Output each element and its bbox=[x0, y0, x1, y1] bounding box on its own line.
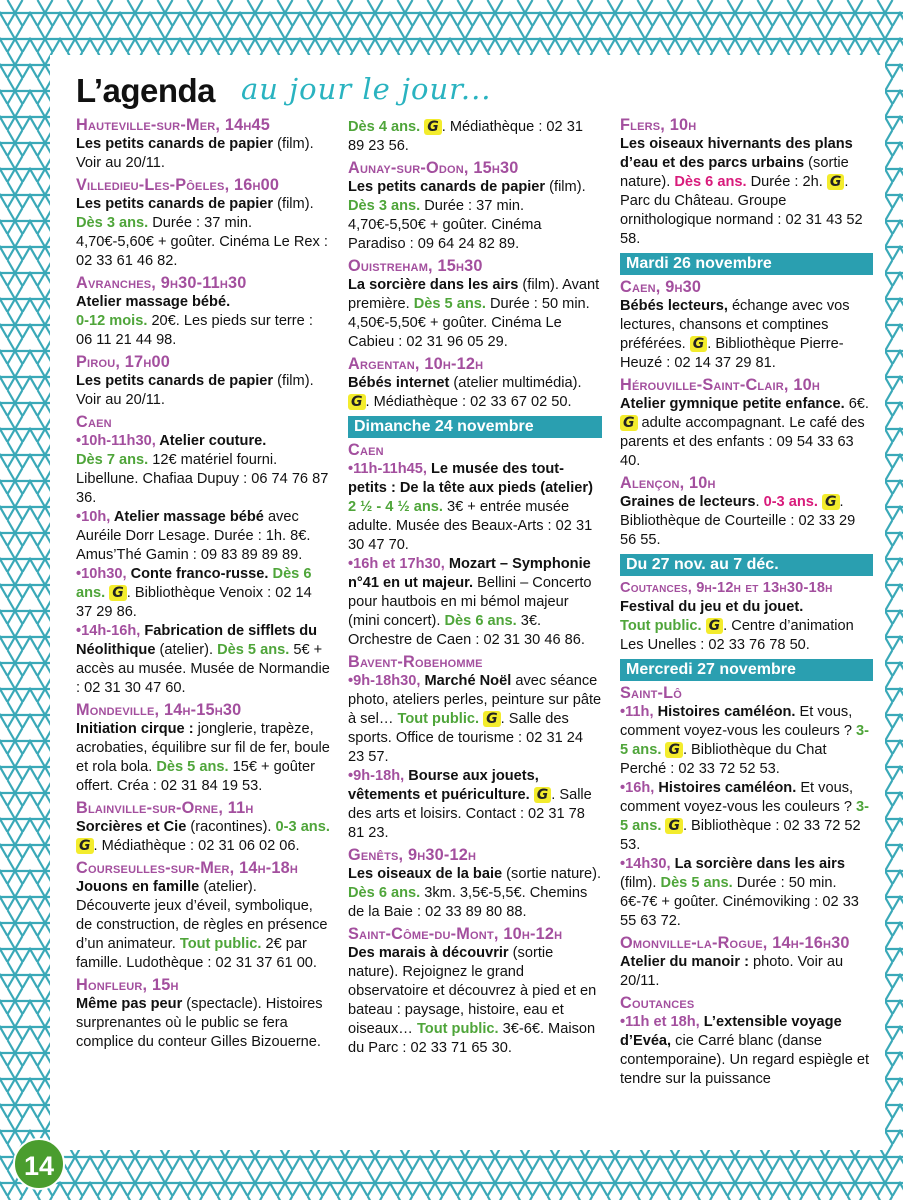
event-text: . Bibliothèque Venoix : 02 14 37 29 86. bbox=[76, 585, 312, 620]
event-courseulles bbox=[76, 859, 331, 973]
event-location: Coutances bbox=[620, 994, 695, 1012]
event-title: Festival du jeu et du jouet. bbox=[620, 599, 804, 615]
event-title: Bourse aux jouets, vêtements et puériculture. bbox=[348, 768, 539, 803]
age-label: Dès 3 ans. bbox=[76, 215, 149, 231]
event-title: Les petits canards de papier bbox=[76, 373, 274, 389]
event-coutances-dance bbox=[620, 994, 873, 1089]
sub-event bbox=[76, 508, 331, 565]
event-title: Atelier massage bébé bbox=[110, 509, 264, 525]
event-location: Coutances, 9h-12h et 13h30-18h bbox=[620, 580, 833, 596]
event-location: Aunay-sur-Odon, 15h30 bbox=[348, 159, 519, 177]
event-location: Bavent-Robehomme bbox=[348, 653, 483, 671]
age-label: Dès 3 ans. bbox=[348, 198, 421, 214]
page-number: 14 bbox=[13, 1138, 65, 1190]
event-text: Durée : 2h. bbox=[746, 174, 827, 190]
day-heading: Du 27 nov. au 7 déc. bbox=[620, 554, 873, 576]
event-location: Hérouville-Saint-Clair, 10h bbox=[620, 376, 820, 394]
age-label: Dès 5 ans. bbox=[413, 296, 486, 312]
event-blainville bbox=[76, 799, 331, 856]
event-text: . Bibliothèque du Chat Perché : 02 33 72 52 53. bbox=[620, 742, 827, 777]
event-title: Atelier massage bébé. bbox=[76, 294, 231, 310]
event-title: Atelier couture. bbox=[155, 433, 267, 449]
event-location: Pirou, 17h00 bbox=[76, 353, 170, 371]
event-text: 3km. 3,5€-5,5€. Chemins de la Baie : 02 33 89 80 88. bbox=[348, 885, 588, 920]
event-text: 20€. Les pieds sur terre : 06 11 21 44 98. bbox=[76, 313, 313, 348]
event-location: Ouistreham, 15h30 bbox=[348, 257, 483, 275]
day-heading: Dimanche 24 novembre bbox=[348, 416, 602, 438]
event-text: Durée : 37 min. 4,70€-5,60€ + goûter. Cinéma Le Rex : 02 33 61 46 82. bbox=[76, 215, 328, 269]
event-location: Alençon, 10h bbox=[620, 474, 716, 492]
column-1 bbox=[76, 116, 331, 1055]
column-2 bbox=[348, 118, 602, 1061]
free-badge-icon: G bbox=[822, 494, 840, 510]
event-text: 6€. bbox=[844, 396, 869, 412]
event-text: jonglerie, trapèze, acrobaties, équilibre sur fil de fer, boule et rola bola. bbox=[76, 721, 330, 775]
event-text: 3€. Orchestre de Caen : 02 31 30 46 86. bbox=[348, 613, 585, 648]
event-caen bbox=[76, 413, 331, 698]
event-text: adulte accompagnant. Le café des parents et des enfants : 09 54 33 63 40. bbox=[620, 415, 865, 469]
event-location: Saint-Côme-du-Mont, 10h-12h bbox=[348, 925, 563, 943]
event-time: •10h30, bbox=[76, 566, 127, 582]
event-text: Durée : 50 min. 4,50€-5,50€ + goûter. Cinéma Le Cabieu : 02 31 96 05 29. bbox=[348, 296, 590, 350]
event-title: Le musée des tout-petits : De la tête aux pieds bbox=[348, 461, 564, 496]
event-text: échange avec vos lectures, chansons et comptines préférées. bbox=[620, 298, 850, 352]
free-badge-icon: G bbox=[665, 742, 683, 758]
event-title: Bébés internet bbox=[348, 375, 450, 391]
event-title: Les oiseaux hivernants des plans d’eau et des parcs urbains bbox=[620, 136, 853, 171]
event-time: •9h-18h, bbox=[348, 768, 405, 784]
age-label: Tout public. bbox=[179, 936, 262, 952]
event-text: (sortie nature). bbox=[620, 155, 849, 190]
event-mondeville bbox=[76, 701, 331, 796]
event-coutances-festival bbox=[620, 579, 873, 655]
event-flers bbox=[620, 116, 873, 249]
age-label: Tout public. bbox=[620, 618, 702, 634]
event-text: Bellini – Concerto pour hautbois en mi bémol majeur (mini concert). bbox=[348, 575, 592, 629]
event-text: . Bibliothèque : 02 33 72 52 53. bbox=[620, 818, 861, 853]
event-text: (sortie nature). bbox=[502, 866, 602, 882]
event-time: •9h-18h30, bbox=[348, 673, 421, 689]
event-title: Atelier gymnique petite enfance. bbox=[620, 396, 845, 412]
event-text: (sortie nature). Rejoignez le grand observatoire et découvrez à pied et en bateau : paysage, histoire, eau et oiseaux… bbox=[348, 945, 597, 1037]
free-badge-icon: G bbox=[690, 336, 708, 352]
event-text: . Bibliothèque Pierre-Heuzé : 02 14 37 29 81. bbox=[620, 336, 844, 371]
event-text: avec séance photo, ateliers perles, peinture sur pâte à sel… bbox=[348, 673, 602, 727]
event-location: Hauteville-sur-Mer, 14h45 bbox=[76, 116, 270, 134]
event-text: . Médiathèque : 02 33 67 02 50. bbox=[365, 394, 572, 410]
event-title: Atelier du manoir : bbox=[620, 954, 749, 970]
free-badge-icon: G bbox=[348, 394, 366, 410]
event-villedieu bbox=[76, 176, 331, 271]
event-text: . Parc du Château. Groupe ornithologique normand : 02 31 43 52 58. bbox=[620, 174, 863, 247]
event-title: Histoires caméléon. bbox=[653, 704, 796, 720]
event-title: Mozart – Symphonie n°41 en ut majeur. bbox=[348, 556, 591, 591]
event-title: Fabrication de sifflets du Néolithique bbox=[76, 623, 318, 658]
event-text: 3€-6€. Maison du Parc : 02 33 71 65 30. bbox=[348, 1021, 596, 1056]
event-text: . Salle des sports. Office de tourisme : 02 31 24 23 57. bbox=[348, 711, 583, 765]
event-text: (film). bbox=[273, 196, 314, 212]
event-text: (film). Voir au 20/11. bbox=[76, 136, 314, 171]
event-herouville bbox=[620, 376, 873, 471]
free-badge-icon: G bbox=[534, 787, 552, 803]
event-location: Caen, 9h30 bbox=[620, 278, 702, 296]
event-text: (film). bbox=[620, 875, 661, 891]
event-time: •11h et 18h, bbox=[620, 1014, 700, 1030]
event-saint-come bbox=[348, 925, 602, 1058]
event-title: Les petits canards de papier bbox=[348, 179, 546, 195]
sub-event bbox=[348, 460, 602, 555]
event-text: (atelier) bbox=[536, 480, 593, 496]
event-text: 12€ matériel fourni. Libellune. Chafiaa Dupuy : 06 74 76 87 36. bbox=[76, 452, 329, 506]
free-badge-icon: G bbox=[483, 711, 501, 727]
event-title: Bébés lecteurs, bbox=[620, 298, 728, 314]
event-text: photo. Voir au 20/11. bbox=[620, 954, 844, 989]
event-text: (film). Voir au 20/11. bbox=[76, 373, 314, 408]
day-heading: Mercredi 27 novembre bbox=[620, 659, 873, 681]
event-time: •11h-11h45, bbox=[348, 461, 427, 477]
event-location: Caen bbox=[76, 413, 112, 431]
event-title: Initiation cirque : bbox=[76, 721, 194, 737]
event-saint-lo bbox=[620, 684, 873, 931]
age-label: 2 ½ - 4 ½ ans. bbox=[348, 499, 443, 515]
event-ouistreham bbox=[348, 257, 602, 352]
age-label: Dès 4 ans. bbox=[348, 119, 421, 135]
event-text: (atelier). bbox=[155, 642, 218, 658]
event-text: avec Auréile Dorr Lesage. Durée : 1h. 8€. Amus’Thé Gamin : 09 83 89 89 89. bbox=[76, 509, 311, 563]
event-hauteville bbox=[76, 116, 331, 173]
age-label: Tout public. bbox=[397, 711, 480, 727]
event-bavent bbox=[348, 653, 602, 843]
sub-event bbox=[348, 767, 602, 843]
event-location: Blainville-sur-Orne, 11h bbox=[76, 799, 254, 817]
free-badge-icon: G bbox=[827, 174, 845, 190]
event-caen-tuesday bbox=[620, 278, 873, 373]
event-title: La sorcière dans les airs bbox=[670, 856, 845, 872]
age-label: 0-3 ans. bbox=[275, 819, 330, 835]
sub-event bbox=[620, 1013, 873, 1089]
age-label: Dès 6 ans. bbox=[444, 613, 517, 629]
sub-event bbox=[76, 565, 331, 622]
event-text: . Centre d’animation Les Unelles : 02 33 76 78 50. bbox=[620, 618, 854, 653]
event-text: (film). bbox=[545, 179, 586, 195]
event-avranches bbox=[76, 274, 331, 350]
event-genets bbox=[348, 846, 602, 922]
event-text: 2€ par famille. Ludothèque : 02 31 37 61 00. bbox=[76, 936, 317, 971]
event-time: •14h30, bbox=[620, 856, 671, 872]
event-title: Graines de lecteurs bbox=[620, 494, 756, 510]
event-location: Villedieu-Les-Pôeles, 16h00 bbox=[76, 176, 280, 194]
sub-event bbox=[348, 555, 602, 650]
free-badge-icon: G bbox=[620, 415, 638, 431]
event-title: Même pas peur bbox=[76, 996, 183, 1012]
event-location: Honfleur, 15h bbox=[76, 976, 179, 994]
sub-event bbox=[348, 672, 602, 767]
free-badge-icon: G bbox=[424, 119, 442, 135]
event-title: Conte franco-russe. bbox=[126, 566, 269, 582]
event-title: Marché Noël bbox=[420, 673, 512, 689]
event-omonville bbox=[620, 934, 873, 991]
age-label: Dès 5 ans. bbox=[660, 875, 733, 891]
event-location: Argentan, 10h-12h bbox=[348, 355, 484, 373]
event-location: Mondeville, 14h-15h30 bbox=[76, 701, 242, 719]
event-text: 5€ + accès au musée. Musée de Normandie : 02 31 30 47 60. bbox=[76, 642, 330, 696]
sub-event bbox=[620, 779, 873, 855]
event-text: 3€ + entrée musée adulte. Musée des Beaux-Arts : 02 31 30 47 70. bbox=[348, 499, 593, 553]
age-label: 0-3 ans. bbox=[763, 494, 818, 510]
event-title: Histoires caméléon. bbox=[654, 780, 797, 796]
sub-event bbox=[76, 432, 331, 508]
event-time: •16h, bbox=[620, 780, 655, 796]
event-text: Et vous, comment voyez-vous les couleurs ? bbox=[620, 780, 857, 815]
sub-event bbox=[620, 703, 873, 779]
free-badge-icon: G bbox=[665, 818, 683, 834]
event-text: (atelier). Découverte jeux d’éveil, symbolique, de construction, de règles en présence d’un animateur. bbox=[76, 879, 328, 952]
event-text: . Bibliothèque de Courteille : 02 33 29 56 55. bbox=[620, 494, 856, 548]
event-location: Omonville-la-Rogue, 14h-16h30 bbox=[620, 934, 850, 952]
event-location: Courseulles-sur-Mer, 14h-18h bbox=[76, 859, 299, 877]
event-title: Jouons en famille bbox=[76, 879, 200, 895]
event-title: Les petits canards de papier bbox=[76, 196, 274, 212]
event-location: Avranches, 9h30-11h30 bbox=[76, 274, 247, 292]
age-label: Dès 5 ans. bbox=[217, 642, 290, 658]
event-title: La sorcière dans les airs bbox=[348, 277, 519, 293]
event-text: . Médiathèque : 02 31 06 02 06. bbox=[93, 838, 300, 854]
day-heading: Mardi 26 novembre bbox=[620, 253, 873, 275]
event-text: (racontines). bbox=[186, 819, 276, 835]
free-badge-icon: G bbox=[109, 585, 127, 601]
event-text: Et vous, comment voyez-vous les couleurs ? bbox=[620, 704, 857, 739]
page-title: L’agenda bbox=[76, 72, 216, 109]
age-label: 3-5 ans. bbox=[620, 799, 870, 834]
age-label: Dès 6 ans. bbox=[348, 885, 421, 901]
event-honfleur bbox=[76, 976, 331, 1052]
event-text: . Médiathèque : 02 31 89 23 56. bbox=[348, 119, 583, 154]
event-time: •14h-16h, bbox=[76, 623, 141, 639]
event-time: •10h-11h30, bbox=[76, 433, 156, 449]
sub-event bbox=[76, 622, 331, 698]
agenda-page bbox=[76, 70, 876, 1150]
age-label: 3-5 ans. bbox=[620, 723, 870, 758]
event-title: Les oiseaux de la baie bbox=[348, 866, 503, 882]
event-time: •11h, bbox=[620, 704, 654, 720]
event-text: (spectacle). Histoires surprenantes où le public se fera complice du conteur Gilles Bizouerne. bbox=[76, 996, 323, 1050]
age-label: Dès 7 ans. bbox=[76, 452, 149, 468]
event-continued bbox=[348, 118, 602, 156]
column-3 bbox=[620, 116, 873, 1092]
event-caen-sunday bbox=[348, 441, 602, 650]
event-text: (film). Avant première. bbox=[348, 277, 600, 312]
age-label: 0-12 mois. bbox=[76, 313, 148, 329]
free-badge-icon: G bbox=[76, 838, 94, 854]
event-title: L’extensible voyage d’Evéa, bbox=[620, 1014, 842, 1049]
event-text: . bbox=[755, 494, 764, 510]
page-subtitle-script: au jour le jour... bbox=[241, 72, 492, 106]
event-title: Les petits canards de papier bbox=[76, 136, 274, 152]
event-pirou bbox=[76, 353, 331, 410]
event-location: Saint-Lô bbox=[620, 684, 683, 702]
age-label: Dès 5 ans. bbox=[156, 759, 229, 775]
event-argentan bbox=[348, 355, 602, 412]
event-text: Durée : 37 min. 4,70€-5,50€ + goûter. Cinéma Paradiso : 09 64 24 82 89. bbox=[348, 198, 542, 252]
free-badge-icon: G bbox=[706, 618, 724, 634]
event-location: Flers, 10h bbox=[620, 116, 697, 134]
event-location: Genêts, 9h30-12h bbox=[348, 846, 477, 864]
event-text: (atelier multimédia). bbox=[449, 375, 582, 391]
event-text: cie Carré blanc (danse contemporaine). Un regard espiègle et tendre sur la puissance bbox=[620, 1033, 870, 1087]
event-text: Durée : 50 min. 6€-7€ + goûter. Cinémoviking : 02 33 55 63 72. bbox=[620, 875, 859, 929]
age-label: Dès 6 ans. bbox=[674, 174, 747, 190]
event-text: 15€ + goûter offert. Créa : 02 31 84 19 53. bbox=[76, 759, 315, 794]
event-title: Sorcières et Cie bbox=[76, 819, 187, 835]
event-time: •16h et 17h30, bbox=[348, 556, 445, 572]
event-aunay bbox=[348, 159, 602, 254]
sub-event bbox=[620, 855, 873, 931]
event-time: •10h, bbox=[76, 509, 111, 525]
event-text: . Salle des arts et loisirs. Contact : 02 31 78 81 23. bbox=[348, 787, 592, 841]
age-label: Dès 6 ans. bbox=[76, 566, 312, 601]
age-label: Tout public. bbox=[416, 1021, 499, 1037]
event-title: Des marais à découvrir bbox=[348, 945, 509, 961]
event-location: Caen bbox=[348, 441, 384, 459]
event-alencon bbox=[620, 474, 873, 550]
